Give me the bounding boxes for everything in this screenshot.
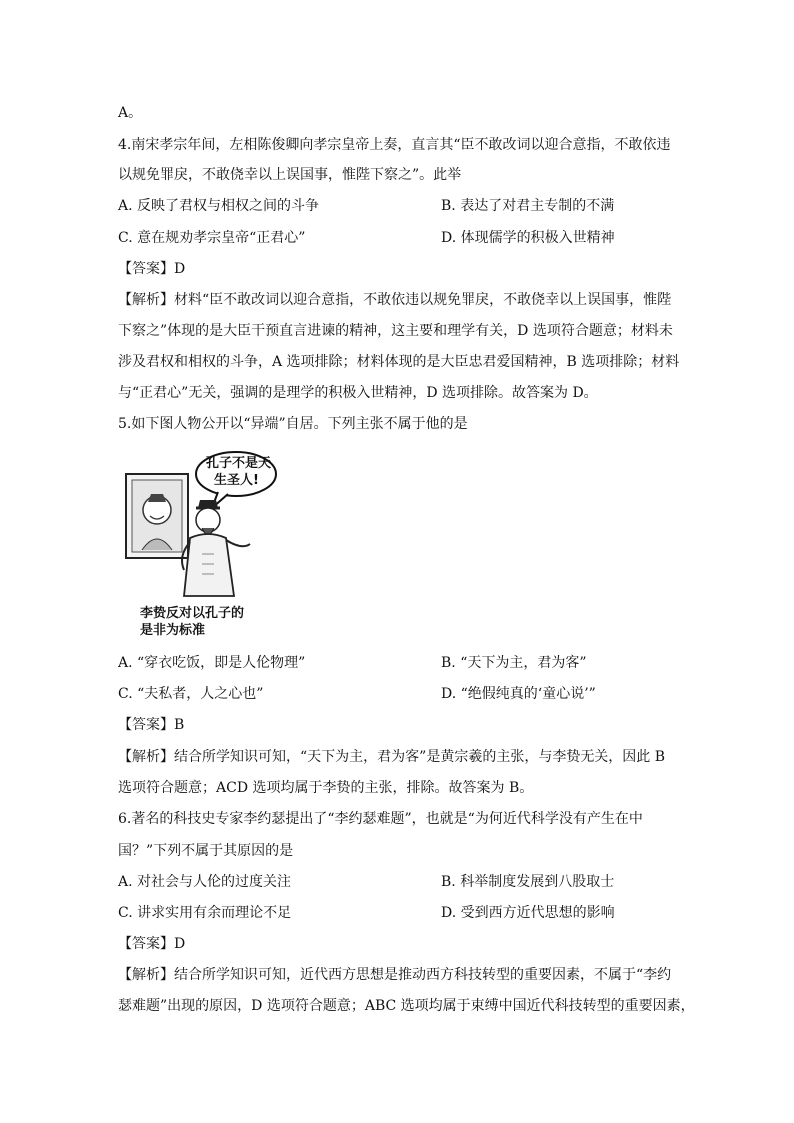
question-5-stem: 5.如下图人物公开以“异端”自居。下列主张不属于他的是	[118, 416, 468, 432]
figure-caption-line-1: 李贽反对以孔子的	[140, 606, 245, 621]
question-6-answer: 【答案】D	[118, 936, 186, 952]
question-6-stem: 6.著名的科技史专家李约瑟提出了“李约瑟难题”，也就是“为何近代科学没有产生在中	[118, 811, 643, 827]
question-4-option-a: A. 反映了君权与相权之间的斗争	[118, 198, 320, 214]
question-4-stem: 4.南宋孝宗年间，左相陈俊卿向孝宗皇帝上奏，直言其“臣不敢改词以迎合意指，不敢依违	[118, 137, 671, 153]
question-6-option-d: D. 受到西方近代思想的影响	[441, 905, 615, 921]
line-a-end: A。	[118, 105, 143, 121]
question-5-option-d: D. “绝假纯真的‘童心说’”	[441, 686, 596, 702]
question-4-option-d: D. 体现儒学的积极入世精神	[441, 230, 615, 246]
question-6-explanation-1: 【解析】结合所学知识可知，近代西方思想是推动西方科技转型的重要因素，不属于“李约	[118, 967, 672, 983]
question-5-answer: 【答案】B	[118, 717, 185, 733]
question-5-explanation-2: 选项符合题意；ACD 选项均属于李贽的主张，排除。故答案为 B。	[118, 780, 534, 796]
question-4-option-c: C. 意在规劝孝宗皇帝“正君心”	[118, 230, 306, 246]
question-5-explanation-1: 【解析】结合所学知识可知，“天下为主，君为客”是黄宗羲的主张，与李贽无关，因此 B	[118, 749, 666, 765]
bubble-text-line-2: 生圣人!	[214, 473, 259, 488]
li-zhi-cartoon-figure	[118, 446, 278, 642]
question-4-explanation-2: 下察之”体现的是大臣干预直言进谏的精神，这主要和理学有关，D 选项符合题意；材料未	[118, 323, 673, 339]
question-4-explanation-3: 涉及君权和相权的斗争，A 选项排除；材料体现的是大臣忠君爱国精神，B 选项排除；材料	[118, 354, 680, 370]
question-5-option-c: C. “夫私者，人之心也”	[118, 686, 264, 702]
figure-caption-line-2: 是非为标准	[140, 623, 206, 638]
question-5-option-b: B. “天下为主，君为客”	[441, 655, 587, 671]
question-4-explanation-4: 与“正君心”无关，强调的是理学的积极入世精神，D 选项排除。故答案为 D。	[118, 385, 598, 401]
question-4-stem-cont: 以规免罪戾，不敢侥幸以上误国事，惟陛下察之”。此举	[118, 167, 462, 183]
question-6-explanation-2: 瑟难题”出现的原因，D 选项符合题意；ABC 选项均属于束缚中国近代科技转型的重要因素，	[118, 998, 695, 1014]
question-6-option-c: C. 讲求实用有余而理论不足	[118, 905, 292, 921]
question-5-option-a: A. “穿衣吃饭，即是人伦物理”	[118, 655, 306, 671]
question-6-stem-cont: 国？”下列不属于其原因的是	[118, 843, 294, 859]
question-4-answer: 【答案】D	[118, 261, 186, 277]
question-4-option-b: B. 表达了对君主专制的不满	[441, 198, 615, 214]
question-6-option-b: B. 科举制度发展到八股取士	[441, 874, 615, 890]
bubble-text-line-1: 孔子不是天	[206, 456, 272, 471]
question-6-option-a: A. 对社会与人伦的过度关注	[118, 874, 292, 890]
question-4-explanation-1: 【解析】材料“臣不敢改词以迎合意指，不敢依违以规免罪戾，不敢侥幸以上误国事，惟陛	[118, 292, 672, 308]
